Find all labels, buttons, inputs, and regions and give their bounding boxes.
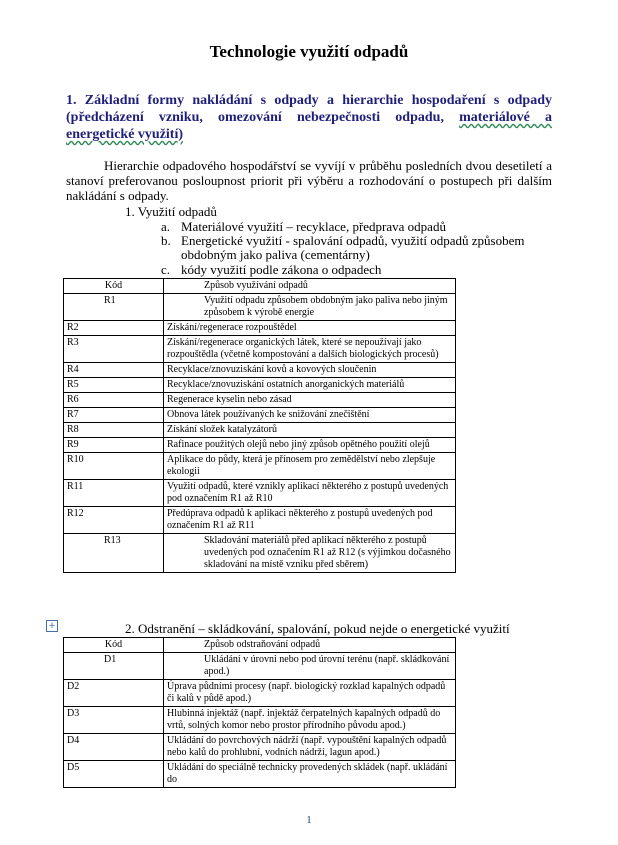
table-row: [64, 363, 456, 378]
code-cell: R11: [64, 480, 164, 507]
column-header-method: Způsob využívání odpadů: [164, 279, 456, 294]
list-item-disposal: 2. Odstranění – skládkování, spalování, pokud nejde o energetické využití: [125, 621, 510, 636]
method-cell: Využití odpadů, které vznikly aplikací některého z postupů uvedených pod označením R1 až R10: [164, 480, 456, 507]
column-header-code: Kód: [64, 638, 164, 653]
sublist-label: b.: [161, 233, 171, 248]
sublist-label: a.: [161, 219, 171, 234]
table-row: [64, 393, 456, 408]
list-item-utilization: 1. Využití odpadů: [125, 204, 217, 219]
code-cell: R2: [64, 321, 164, 336]
sublist-label: c.: [161, 262, 171, 277]
table-move-handle-icon[interactable]: +: [46, 620, 58, 632]
table-row: [64, 653, 456, 680]
method-cell: Ukládání v úrovni nebo pod úrovní terénu (např. skládkování apod.): [164, 653, 456, 680]
table-row: [64, 378, 456, 393]
code-cell: D3: [64, 707, 164, 734]
table-row: [64, 534, 456, 573]
table-row: [64, 408, 456, 423]
code-cell: R13: [64, 534, 164, 573]
code-cell: R8: [64, 423, 164, 438]
table-row: [64, 507, 456, 534]
method-cell: Obnova látek používaných ke snižování znečištění: [164, 408, 456, 423]
method-cell: Recyklace/znovuziskání kovů a kovových sloučenin: [164, 363, 456, 378]
code-cell: R3: [64, 336, 164, 363]
page-number: 1: [306, 814, 312, 826]
code-cell: D1: [64, 653, 164, 680]
intro-paragraph: Hierarchie odpadového hospodářství se vyvíjí v průběhu posledních dvou desetiletí a stanoví preferovanou posloupnost priorit při výběru a rozhodování o postupech při dalším nakládání s odpady.: [66, 158, 552, 203]
method-cell: Získání/regenerace organických látek, které se nepoužívají jako rozpouštědla (včetně kompostování a dalších biologických procesů): [164, 336, 456, 363]
heading-text-spellcheck: materiálové a energetické využití): [66, 110, 552, 142]
table-row: [64, 438, 456, 453]
method-cell: Regenerace kyselin nebo zásad: [164, 393, 456, 408]
page-title: Technologie využití odpadů: [209, 42, 409, 61]
table-row: [64, 734, 456, 761]
code-cell: D4: [64, 734, 164, 761]
code-cell: R10: [64, 453, 164, 480]
method-cell: Rafinace použitých olejů nebo jiný způsob opětného použití olejů: [164, 438, 456, 453]
code-cell: R5: [64, 378, 164, 393]
method-cell: Získání složek katalyzátorů: [164, 423, 456, 438]
code-cell: R7: [64, 408, 164, 423]
column-header-method: Způsob odstraňování odpadů: [164, 638, 456, 653]
method-cell: Předúprava odpadů k aplikaci některého z postupů uvedených pod označením R1 až R11: [164, 507, 456, 534]
method-cell: Hlubinná injektáž (např. injektáž čerpatelných kapalných odpadů do vrtů, solných komor nebo prostor přírodního původu apod.): [164, 707, 456, 734]
table-row: [64, 480, 456, 507]
recovery-codes-table: [63, 278, 456, 573]
code-cell: R12: [64, 507, 164, 534]
method-cell: Využití odpadu způsobem obdobným jako paliva nebo jiným způsobem k výrobě energie: [164, 294, 456, 321]
disposal-codes-table: [63, 637, 456, 788]
code-cell: R9: [64, 438, 164, 453]
sublist-text: Materiálové využití – recyklace, předprava odpadů: [181, 219, 446, 234]
table-header-row: [64, 279, 456, 294]
code-cell: R1: [64, 294, 164, 321]
method-cell: Recyklace/znovuziskání ostatních anorganických materiálů: [164, 378, 456, 393]
table-row: [64, 680, 456, 707]
table-row: [64, 321, 456, 336]
sublist-text: kódy využití podle zákona o odpadech: [181, 262, 382, 277]
method-cell: Úprava půdními procesy (např. biologický rozklad kapalných odpadů či kalů v půdě apod.): [164, 680, 456, 707]
table-row: [64, 761, 456, 788]
table-row: [64, 423, 456, 438]
table-header-row: [64, 638, 456, 653]
code-cell: D2: [64, 680, 164, 707]
section-heading-1: [66, 92, 552, 143]
heading-text: 1. Základní formy nakládání s odpady a hierarchie hospodaření s odpady (předcházení vzniku, omezování nebezpečnosti odpadu,: [66, 93, 552, 125]
table-row: [64, 294, 456, 321]
method-cell: Ukládání do speciálně technicky provedených skládek (např. ukládání do: [164, 761, 456, 788]
table-row: [64, 336, 456, 363]
method-cell: Získání/regenerace rozpouštědel: [164, 321, 456, 336]
sublist-text: Energetické využití - spalování odpadů, využití odpadů způsobem obdobným jako paliva (cementárny): [181, 233, 525, 262]
method-cell: Skladování materiálů před aplikací některého z postupů uvedených pod označením R1 až R12 (s výjimkou dočasného skladování na místě vzniku před sběrem): [164, 534, 456, 573]
column-header-code: Kód: [64, 279, 164, 294]
code-cell: D5: [64, 761, 164, 788]
code-cell: R4: [64, 363, 164, 378]
table-row: [64, 707, 456, 734]
method-cell: Aplikace do půdy, která je přínosem pro zemědělství nebo zlepšuje ekologii: [164, 453, 456, 480]
method-cell: Ukládání do povrchových nádrží (např. vypouštění kapalných odpadů nebo kalů do prohlubní, vodních nádrží, lagun apod.): [164, 734, 456, 761]
table-row: [64, 453, 456, 480]
code-cell: R6: [64, 393, 164, 408]
